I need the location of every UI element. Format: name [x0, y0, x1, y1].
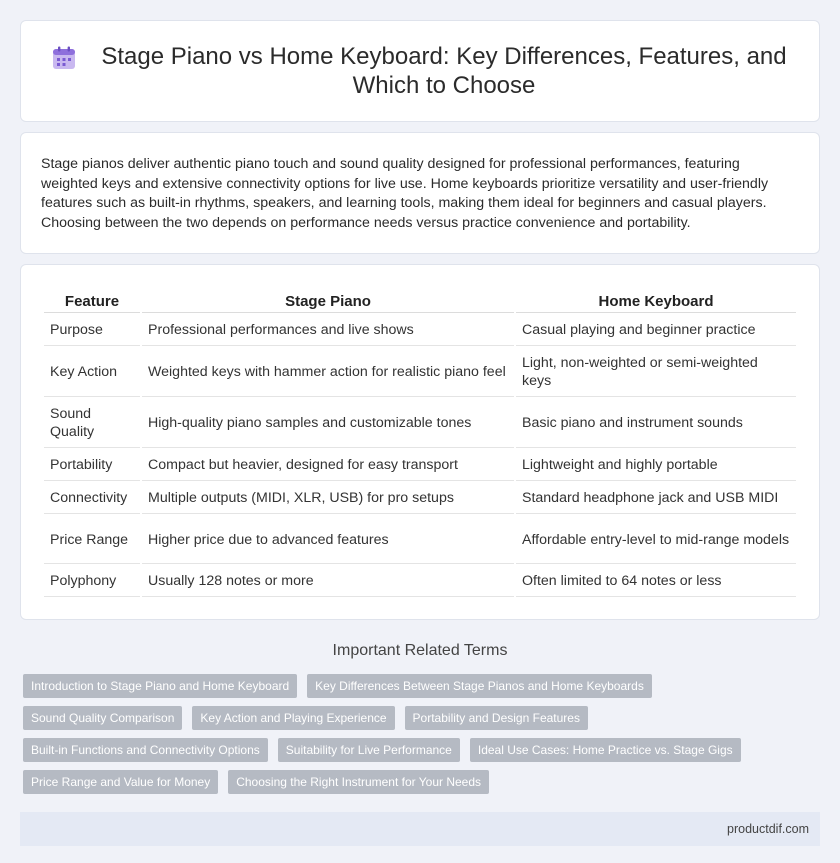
stage-piano-cell: Higher price due to advanced features [142, 516, 514, 564]
comparison-table [42, 288, 798, 599]
related-terms-heading: Important Related Terms [332, 642, 508, 659]
related-term-tag[interactable]: Portability and Design Features [405, 706, 588, 730]
footer-site-link[interactable]: productdif.com [727, 822, 809, 836]
intro-text: Stage pianos deliver authentic piano touch and sound quality designed for professional performances, featuring weighted keys and extensive connectivity options for live use. Home keyboards prioritize versatility and user-friendly features such as built-in rhythms, speakers, and learning tools, making them ideal for beginners and casual players. Choosing between the two depends on performance needs versus practice convenience and portability. [41, 156, 769, 231]
stage-piano-cell: Weighted keys with hammer action for realistic piano feel [142, 348, 514, 397]
related-term-tag[interactable]: Introduction to Stage Piano and Home Keyboard [23, 674, 297, 698]
stage-piano-cell: Multiple outputs (MIDI, XLR, USB) for pro setups [142, 483, 514, 514]
stage-piano-cell: High-quality piano samples and customizable tones [142, 399, 514, 448]
feature-cell: Polyphony [44, 566, 140, 597]
related-term-tag[interactable]: Built-in Functions and Connectivity Options [23, 738, 268, 762]
home-keyboard-cell: Basic piano and instrument sounds [516, 399, 796, 448]
related-term-tag[interactable]: Price Range and Value for Money [23, 770, 218, 794]
related-term-tag[interactable]: Choosing the Right Instrument for Your Needs [228, 770, 489, 794]
table-row [44, 483, 796, 514]
home-keyboard-cell: Casual playing and beginner practice [516, 315, 796, 346]
feature-cell: Key Action [44, 348, 140, 397]
page-title: Stage Piano vs Home Keyboard: Key Differences, Features, and Which to Choose [101, 43, 787, 99]
column-header-stage-piano: Stage Piano [142, 290, 514, 313]
table-row [44, 315, 796, 346]
table-row [44, 348, 796, 397]
related-term-tag[interactable]: Suitability for Live Performance [278, 738, 460, 762]
title-row [51, 42, 789, 100]
column-header-feature: Feature [44, 290, 140, 313]
related-term-tag[interactable]: Key Action and Playing Experience [192, 706, 394, 730]
related-terms-tags [20, 674, 820, 802]
intro-card [20, 132, 820, 254]
feature-cell: Portability [44, 450, 140, 481]
table-row [44, 566, 796, 597]
related-term-tag[interactable]: Key Differences Between Stage Pianos and Home Keyboards [307, 674, 652, 698]
related-term-tag[interactable]: Ideal Use Cases: Home Practice vs. Stage Gigs [470, 738, 741, 762]
stage-piano-cell: Usually 128 notes or more [142, 566, 514, 597]
feature-cell: Sound Quality [44, 399, 140, 448]
home-keyboard-cell: Lightweight and highly portable [516, 450, 796, 481]
home-keyboard-cell: Often limited to 64 notes or less [516, 566, 796, 597]
feature-cell: Price Range [44, 516, 140, 564]
stage-piano-cell: Compact but heavier, designed for easy transport [142, 450, 514, 481]
home-keyboard-cell: Light, non-weighted or semi-weighted keys [516, 348, 796, 397]
home-keyboard-cell: Standard headphone jack and USB MIDI [516, 483, 796, 514]
title-card [20, 20, 820, 122]
column-header-home-keyboard: Home Keyboard [516, 290, 796, 313]
table-header-row [44, 290, 796, 313]
table-row [44, 450, 796, 481]
footer-bar [20, 812, 820, 846]
table-row [44, 399, 796, 448]
stage-piano-cell: Professional performances and live shows [142, 315, 514, 346]
feature-cell: Connectivity [44, 483, 140, 514]
table-row [44, 516, 796, 564]
feature-cell: Purpose [44, 315, 140, 346]
related-term-tag[interactable]: Sound Quality Comparison [23, 706, 182, 730]
calendar-icon [51, 45, 77, 71]
comparison-card [20, 264, 820, 620]
home-keyboard-cell: Affordable entry-level to mid-range models [516, 516, 796, 564]
